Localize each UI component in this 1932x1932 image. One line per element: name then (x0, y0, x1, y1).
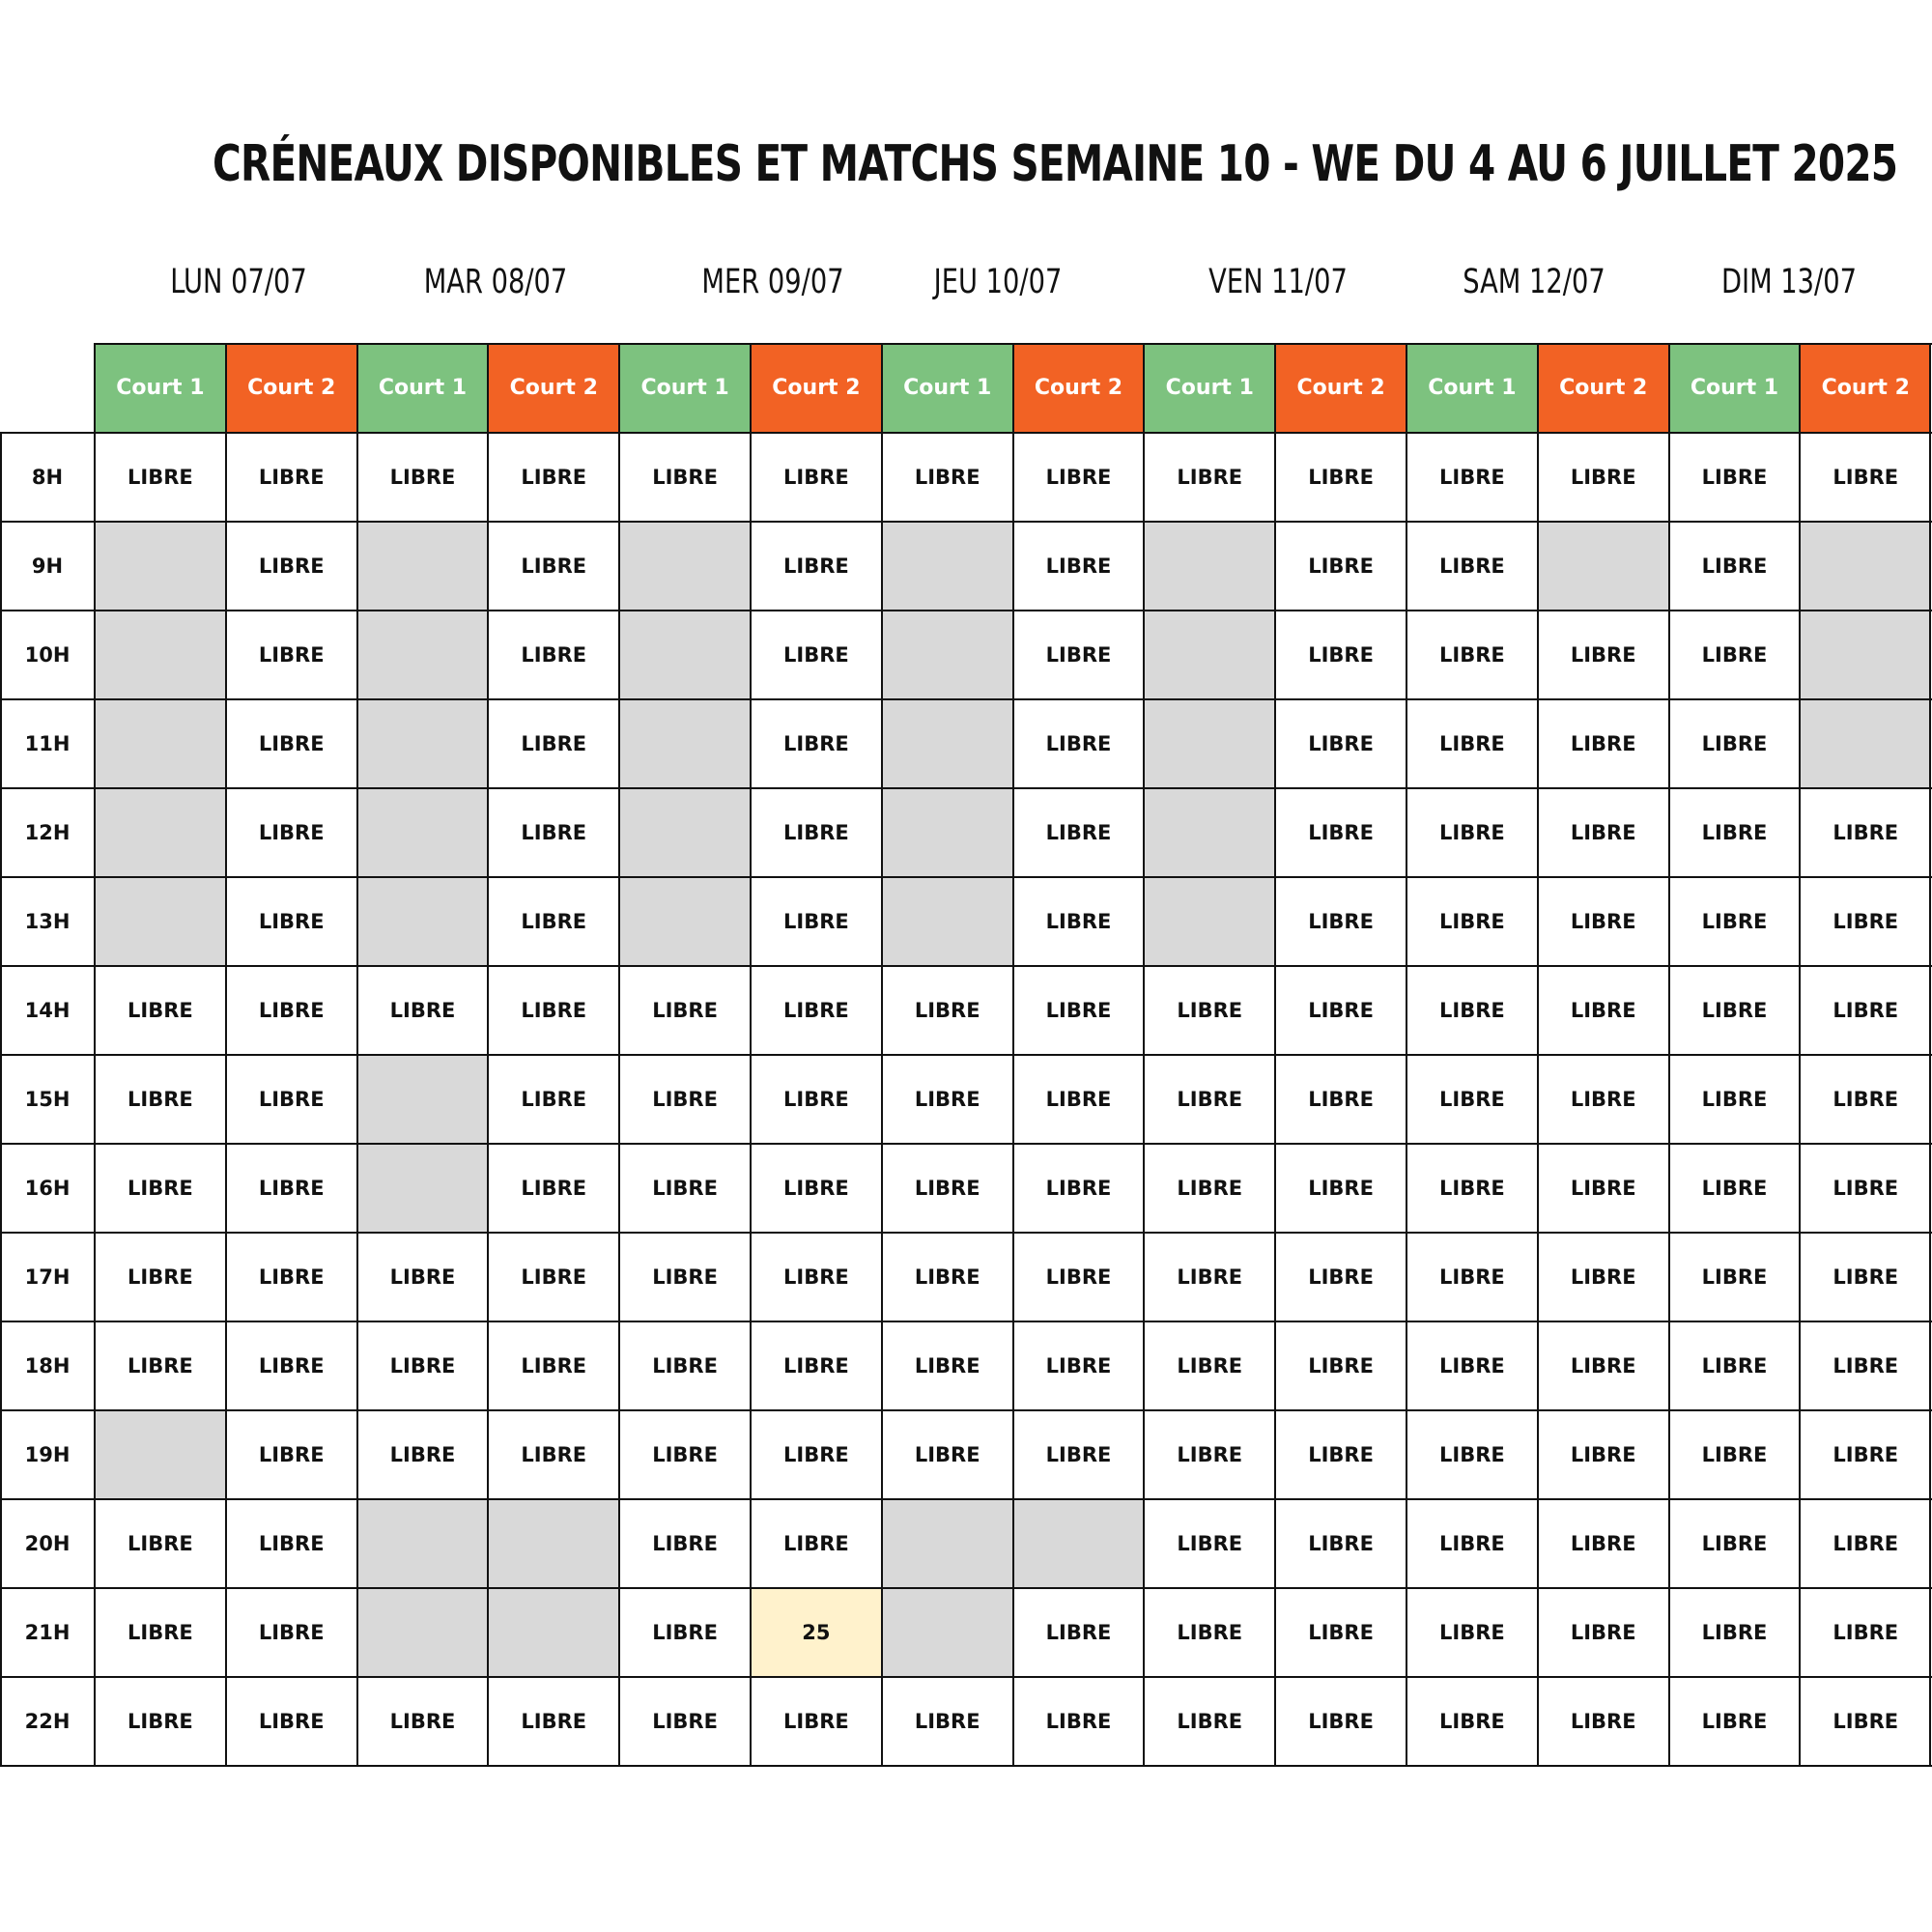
grid-line (0, 432, 2, 1767)
grid-line (0, 698, 1932, 700)
time-label: 18H (0, 1321, 95, 1410)
slot-blocked (882, 877, 1013, 966)
slot-free: LIBRE (1538, 611, 1669, 699)
grid-line (750, 343, 752, 1767)
slot-free: LIBRE (1406, 611, 1538, 699)
slot-free: LIBRE (1669, 1055, 1801, 1144)
slot-free: LIBRE (1669, 1410, 1801, 1499)
slot-free: LIBRE (1275, 699, 1406, 788)
grid-line (0, 1409, 1932, 1411)
slot-blocked (882, 1499, 1013, 1588)
slot-free: LIBRE (619, 966, 751, 1055)
slot-free: LIBRE (1800, 877, 1931, 966)
slot-free: LIBRE (1406, 1410, 1538, 1499)
slot-free: LIBRE (488, 522, 619, 611)
slot-free: LIBRE (226, 1588, 357, 1677)
court-2-header: Court 2 (1013, 343, 1145, 432)
slot-blocked (1144, 699, 1275, 788)
grid-line (0, 1587, 1932, 1589)
slot-free: LIBRE (1406, 966, 1538, 1055)
slot-free: LIBRE (357, 1321, 489, 1410)
slot-free: LIBRE (1800, 1588, 1931, 1677)
slot-blocked (882, 1588, 1013, 1677)
slot-blocked (488, 1588, 619, 1677)
slot-free: LIBRE (1669, 522, 1801, 611)
slot-free: LIBRE (751, 699, 882, 788)
grid-line (1668, 343, 1670, 1767)
grid-line (0, 432, 1932, 434)
slot-free: LIBRE (1538, 1588, 1669, 1677)
grid-line (1274, 343, 1276, 1767)
slot-match: 25 (751, 1588, 882, 1677)
court-1-header: Court 1 (1144, 343, 1275, 432)
slot-free: LIBRE (226, 433, 357, 522)
slot-blocked (357, 1055, 489, 1144)
slot-free: LIBRE (1013, 1410, 1145, 1499)
grid-line (881, 343, 883, 1767)
slot-free: LIBRE (226, 1677, 357, 1766)
court-2-header: Court 2 (488, 343, 619, 432)
slot-free: LIBRE (226, 966, 357, 1055)
time-label: 10H (0, 611, 95, 699)
grid-line (0, 1143, 1932, 1145)
slot-blocked (357, 522, 489, 611)
slot-free: LIBRE (1406, 433, 1538, 522)
slot-free: LIBRE (1144, 1588, 1275, 1677)
slot-free: LIBRE (226, 611, 357, 699)
slot-free: LIBRE (619, 1055, 751, 1144)
slot-free: LIBRE (357, 966, 489, 1055)
grid-line (0, 1321, 1932, 1322)
slot-free: LIBRE (1275, 1233, 1406, 1321)
slot-free: LIBRE (619, 1321, 751, 1410)
slot-free: LIBRE (488, 788, 619, 877)
grid-line (1929, 343, 1931, 1767)
grid-line (618, 343, 620, 1767)
grid-line (0, 876, 1932, 878)
grid-line (1799, 343, 1801, 1767)
court-1-header: Court 1 (882, 343, 1013, 432)
grid-line (0, 1765, 1932, 1767)
slot-free: LIBRE (226, 788, 357, 877)
slot-free: LIBRE (619, 433, 751, 522)
page-title: CRÉNEAUX DISPONIBLES ET MATCHS SEMAINE 10 - WE DU 4 AU 6 JUILLET 2025 (213, 135, 1898, 193)
court-2-header: Court 2 (226, 343, 357, 432)
court-2-header: Court 2 (1538, 343, 1669, 432)
slot-free: LIBRE (1144, 1677, 1275, 1766)
time-label: 12H (0, 788, 95, 877)
slot-free: LIBRE (1406, 1144, 1538, 1233)
slot-free: LIBRE (751, 1144, 882, 1233)
day-header: LUN 07/07 (170, 263, 307, 301)
slot-blocked (1538, 522, 1669, 611)
slot-free: LIBRE (226, 1055, 357, 1144)
slot-free: LIBRE (357, 1233, 489, 1321)
slot-free: LIBRE (1538, 1321, 1669, 1410)
day-header: MER 09/07 (701, 263, 844, 301)
slot-free: LIBRE (1013, 1321, 1145, 1410)
time-label: 8H (0, 433, 95, 522)
slot-free: LIBRE (1538, 966, 1669, 1055)
slot-blocked (95, 1410, 226, 1499)
slot-blocked (357, 1588, 489, 1677)
grid-line (0, 965, 1932, 967)
slot-free: LIBRE (226, 1410, 357, 1499)
slot-free: LIBRE (1144, 433, 1275, 522)
slot-blocked (357, 877, 489, 966)
slot-free: LIBRE (1144, 1499, 1275, 1588)
slot-free: LIBRE (488, 966, 619, 1055)
slot-blocked (1144, 788, 1275, 877)
slot-free: LIBRE (1669, 877, 1801, 966)
slot-free: LIBRE (1538, 1233, 1669, 1321)
slot-free: LIBRE (1800, 1410, 1931, 1499)
slot-free: LIBRE (488, 1233, 619, 1321)
slot-free: LIBRE (1669, 1144, 1801, 1233)
slot-free: LIBRE (1538, 1144, 1669, 1233)
slot-blocked (882, 522, 1013, 611)
slot-free: LIBRE (1406, 877, 1538, 966)
slot-free: LIBRE (1538, 1410, 1669, 1499)
time-label: 22H (0, 1677, 95, 1766)
slot-free: LIBRE (882, 966, 1013, 1055)
slot-free: LIBRE (488, 1144, 619, 1233)
slot-blocked (357, 1144, 489, 1233)
time-label: 9H (0, 522, 95, 611)
slot-free: LIBRE (1800, 1321, 1931, 1410)
slot-free: LIBRE (488, 877, 619, 966)
slot-free: LIBRE (1406, 1055, 1538, 1144)
slot-free: LIBRE (488, 699, 619, 788)
grid-line (0, 521, 1932, 523)
day-header: MAR 08/07 (423, 263, 568, 301)
slot-blocked (357, 699, 489, 788)
slot-free: LIBRE (1013, 1055, 1145, 1144)
slot-free: LIBRE (1538, 1055, 1669, 1144)
slot-blocked (619, 611, 751, 699)
slot-blocked (619, 522, 751, 611)
slot-free: LIBRE (751, 522, 882, 611)
slot-free: LIBRE (1275, 1499, 1406, 1588)
slot-free: LIBRE (357, 433, 489, 522)
slot-free: LIBRE (1406, 1588, 1538, 1677)
slot-blocked (1800, 699, 1931, 788)
slot-free: LIBRE (226, 1321, 357, 1410)
slot-free: LIBRE (1144, 1321, 1275, 1410)
slot-free: LIBRE (1800, 1144, 1931, 1233)
slot-free: LIBRE (882, 1144, 1013, 1233)
time-label: 14H (0, 966, 95, 1055)
slot-free: LIBRE (619, 1677, 751, 1766)
slot-free: LIBRE (751, 433, 882, 522)
grid-line (0, 787, 1932, 789)
slot-free: LIBRE (488, 433, 619, 522)
grid-line (94, 343, 96, 1767)
slot-free: LIBRE (1406, 1499, 1538, 1588)
slot-free: LIBRE (619, 1410, 751, 1499)
slot-free: LIBRE (1800, 1233, 1931, 1321)
slot-free: LIBRE (95, 1144, 226, 1233)
slot-blocked (488, 1499, 619, 1588)
slot-free: LIBRE (226, 699, 357, 788)
slot-free: LIBRE (1013, 1588, 1145, 1677)
slot-free: LIBRE (751, 1321, 882, 1410)
court-1-header: Court 1 (619, 343, 751, 432)
slot-free: LIBRE (95, 1677, 226, 1766)
slot-free: LIBRE (1275, 1055, 1406, 1144)
slot-blocked (619, 877, 751, 966)
slot-free: LIBRE (1669, 788, 1801, 877)
time-label: 16H (0, 1144, 95, 1233)
court-1-header: Court 1 (1406, 343, 1538, 432)
slot-free: LIBRE (1144, 1055, 1275, 1144)
slot-blocked (1144, 877, 1275, 966)
slot-free: LIBRE (95, 1055, 226, 1144)
grid-line (1537, 343, 1539, 1767)
slot-free: LIBRE (1538, 788, 1669, 877)
slot-free: LIBRE (1538, 1677, 1669, 1766)
slot-free: LIBRE (1275, 611, 1406, 699)
slot-free: LIBRE (1013, 877, 1145, 966)
slot-free: LIBRE (882, 1677, 1013, 1766)
slot-free: LIBRE (1800, 966, 1931, 1055)
slot-free: LIBRE (1013, 433, 1145, 522)
slot-free: LIBRE (226, 1233, 357, 1321)
slot-free: LIBRE (619, 1144, 751, 1233)
slot-free: LIBRE (95, 1499, 226, 1588)
grid-line (487, 343, 489, 1767)
grid-line (1406, 343, 1407, 1767)
slot-free: LIBRE (751, 1410, 882, 1499)
slot-free: LIBRE (882, 1055, 1013, 1144)
slot-free: LIBRE (882, 1410, 1013, 1499)
grid-line (225, 343, 227, 1767)
slot-free: LIBRE (1800, 433, 1931, 522)
slot-free: LIBRE (1013, 1233, 1145, 1321)
slot-free: LIBRE (1669, 1321, 1801, 1410)
day-header: DIM 13/07 (1721, 263, 1857, 301)
slot-free: LIBRE (1275, 788, 1406, 877)
slot-free: LIBRE (488, 1055, 619, 1144)
slot-free: LIBRE (1538, 699, 1669, 788)
time-label: 17H (0, 1233, 95, 1321)
slot-free: LIBRE (1275, 966, 1406, 1055)
slot-free: LIBRE (1800, 1677, 1931, 1766)
slot-blocked (95, 611, 226, 699)
slot-blocked (1144, 611, 1275, 699)
slot-blocked (1800, 522, 1931, 611)
slot-free: LIBRE (1800, 1055, 1931, 1144)
slot-free: LIBRE (619, 1588, 751, 1677)
slot-blocked (357, 611, 489, 699)
slot-free: LIBRE (95, 1588, 226, 1677)
slot-free: LIBRE (1013, 699, 1145, 788)
slot-blocked (619, 788, 751, 877)
slot-free: LIBRE (95, 1321, 226, 1410)
slot-free: LIBRE (95, 1233, 226, 1321)
slot-free: LIBRE (882, 1233, 1013, 1321)
slot-free: LIBRE (1669, 1233, 1801, 1321)
grid-line (0, 1676, 1932, 1678)
time-label: 13H (0, 877, 95, 966)
slot-free: LIBRE (1800, 1499, 1931, 1588)
slot-free: LIBRE (1669, 1499, 1801, 1588)
grid-line (356, 343, 358, 1767)
slot-free: LIBRE (1406, 788, 1538, 877)
slot-free: LIBRE (1538, 877, 1669, 966)
slot-free: LIBRE (1406, 1677, 1538, 1766)
slot-free: LIBRE (882, 433, 1013, 522)
slot-blocked (95, 788, 226, 877)
court-1-header: Court 1 (357, 343, 489, 432)
slot-free: LIBRE (1538, 433, 1669, 522)
slot-free: LIBRE (751, 1499, 882, 1588)
slot-free: LIBRE (751, 966, 882, 1055)
slot-free: LIBRE (1406, 1233, 1538, 1321)
slot-free: LIBRE (1013, 1677, 1145, 1766)
slot-free: LIBRE (1013, 611, 1145, 699)
slot-free: LIBRE (1144, 966, 1275, 1055)
slot-free: LIBRE (1013, 788, 1145, 877)
time-label: 11H (0, 699, 95, 788)
slot-free: LIBRE (1144, 1410, 1275, 1499)
slot-free: LIBRE (488, 1410, 619, 1499)
court-1-header: Court 1 (1669, 343, 1801, 432)
court-2-header: Court 2 (1800, 343, 1931, 432)
slot-blocked (357, 1499, 489, 1588)
grid-line (0, 1054, 1932, 1056)
slot-free: LIBRE (1538, 1499, 1669, 1588)
slot-free: LIBRE (1275, 522, 1406, 611)
court-1-header: Court 1 (95, 343, 226, 432)
slot-free: LIBRE (488, 611, 619, 699)
slot-free: LIBRE (357, 1677, 489, 1766)
grid-line (0, 1498, 1932, 1500)
court-2-header: Court 2 (751, 343, 882, 432)
slot-free: LIBRE (1406, 699, 1538, 788)
slot-free: LIBRE (226, 1499, 357, 1588)
slot-free: LIBRE (1275, 1588, 1406, 1677)
court-2-header: Court 2 (1275, 343, 1406, 432)
grid-line (0, 1232, 1932, 1234)
slot-free: LIBRE (619, 1499, 751, 1588)
grid-line (1012, 343, 1014, 1767)
slot-free: LIBRE (1406, 522, 1538, 611)
slot-blocked (95, 699, 226, 788)
slot-free: LIBRE (1275, 877, 1406, 966)
slot-free: LIBRE (751, 788, 882, 877)
time-label: 21H (0, 1588, 95, 1677)
day-header: VEN 11/07 (1208, 263, 1348, 301)
day-header: SAM 12/07 (1463, 263, 1605, 301)
slot-free: LIBRE (1669, 699, 1801, 788)
slot-free: LIBRE (751, 611, 882, 699)
slot-blocked (882, 788, 1013, 877)
slot-blocked (1144, 522, 1275, 611)
slot-blocked (1013, 1499, 1145, 1588)
slot-free: LIBRE (1800, 788, 1931, 877)
slot-free: LIBRE (1669, 611, 1801, 699)
slot-free: LIBRE (357, 1410, 489, 1499)
slot-blocked (882, 611, 1013, 699)
slot-free: LIBRE (1275, 1410, 1406, 1499)
slot-blocked (95, 522, 226, 611)
slot-free: LIBRE (1669, 433, 1801, 522)
slot-blocked (619, 699, 751, 788)
slot-free: LIBRE (1144, 1233, 1275, 1321)
slot-free: LIBRE (1406, 1321, 1538, 1410)
slot-free: LIBRE (226, 877, 357, 966)
time-label: 20H (0, 1499, 95, 1588)
slot-free: LIBRE (95, 433, 226, 522)
slot-free: LIBRE (751, 877, 882, 966)
grid-line (0, 610, 1932, 611)
slot-free: LIBRE (1275, 433, 1406, 522)
slot-free: LIBRE (1013, 1144, 1145, 1233)
slot-free: LIBRE (226, 522, 357, 611)
slot-free: LIBRE (488, 1677, 619, 1766)
grid-line (1143, 343, 1145, 1767)
slot-blocked (357, 788, 489, 877)
slot-free: LIBRE (751, 1677, 882, 1766)
slot-free: LIBRE (751, 1055, 882, 1144)
time-label: 19H (0, 1410, 95, 1499)
slot-free: LIBRE (1013, 522, 1145, 611)
slot-free: LIBRE (1669, 1588, 1801, 1677)
slot-free: LIBRE (1275, 1144, 1406, 1233)
slot-free: LIBRE (1275, 1321, 1406, 1410)
slot-blocked (882, 699, 1013, 788)
slot-blocked (1800, 611, 1931, 699)
slot-free: LIBRE (1013, 966, 1145, 1055)
slot-free: LIBRE (1275, 1677, 1406, 1766)
slot-free: LIBRE (1144, 1144, 1275, 1233)
slot-free: LIBRE (1669, 966, 1801, 1055)
slot-free: LIBRE (1669, 1677, 1801, 1766)
time-label: 15H (0, 1055, 95, 1144)
slot-free: LIBRE (751, 1233, 882, 1321)
slot-free: LIBRE (882, 1321, 1013, 1410)
slot-free: LIBRE (619, 1233, 751, 1321)
slot-free: LIBRE (226, 1144, 357, 1233)
slot-blocked (95, 877, 226, 966)
slot-free: LIBRE (488, 1321, 619, 1410)
slot-free: LIBRE (95, 966, 226, 1055)
day-header: JEU 10/07 (933, 263, 1063, 301)
